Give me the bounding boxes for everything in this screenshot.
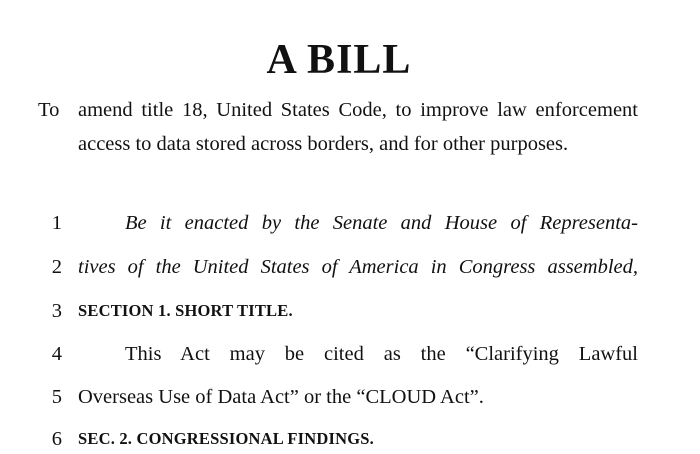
enacting-clause-text: tives of the United States of America in Congress assembled, bbox=[78, 256, 638, 278]
bill-line-6 bbox=[0, 424, 700, 454]
line-number: 3 bbox=[51, 300, 62, 322]
bill-purpose bbox=[38, 93, 638, 161]
bill-line-2 bbox=[0, 252, 700, 282]
bill-title: A BILL bbox=[266, 37, 412, 83]
bill-line-5 bbox=[0, 382, 700, 412]
bill-line-3 bbox=[0, 296, 700, 326]
bill-line-1 bbox=[0, 208, 700, 238]
line-number: 6 bbox=[51, 428, 62, 450]
section-heading: SECTION 1. SHORT TITLE. bbox=[78, 301, 293, 320]
line-number: 4 bbox=[51, 343, 62, 365]
line-number: 1 bbox=[51, 212, 62, 234]
line-number: 2 bbox=[51, 256, 62, 278]
line-number: 5 bbox=[51, 386, 62, 408]
short-title-text: Overseas Use of Data Act” or the “CLOUD Act”. bbox=[78, 386, 484, 408]
purpose-prefix: To bbox=[38, 99, 60, 121]
bill-line-4 bbox=[0, 339, 700, 369]
purpose-text: amend title 18, United States Code, to improve law enforcement access to data stored across borders, and for other purposes. bbox=[78, 99, 638, 155]
short-title-text: This Act may be cited as the “Clarifying Lawful bbox=[125, 343, 638, 365]
enacting-clause-text: Be it enacted by the Senate and House of Representa- bbox=[125, 212, 638, 234]
section-heading: SEC. 2. CONGRESSIONAL FINDINGS. bbox=[78, 429, 374, 448]
